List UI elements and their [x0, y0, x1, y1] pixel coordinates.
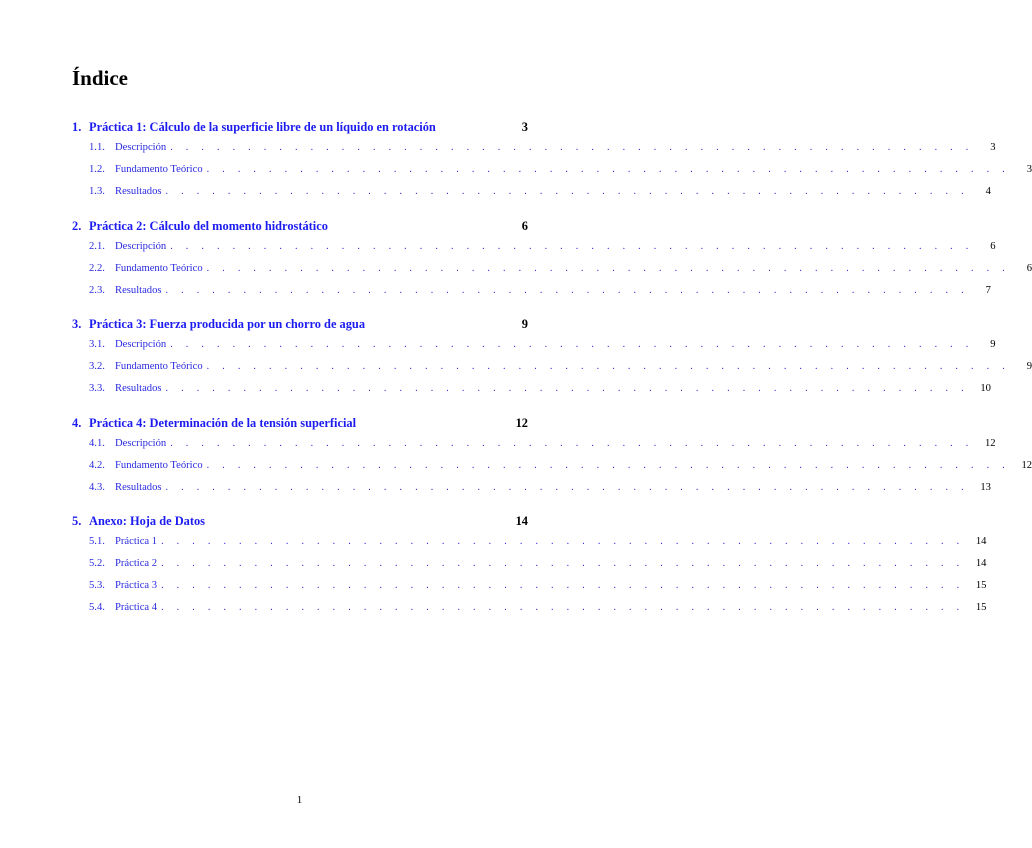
section-number: 5.: [72, 514, 82, 528]
subsection-page: 10: [980, 383, 991, 394]
subsection-number[interactable]: 1.1.: [89, 142, 105, 153]
toc-subsection-link-4-3[interactable]: [72, 481, 991, 504]
subsection-number[interactable]: 4.2.: [89, 459, 105, 471]
dot-leader: . . . . . . . . . . . . . . . . . . . . . . . . . . . . . . . . . . . . . . . . . . . . . . . . . . . .: [161, 580, 965, 591]
dot-leader: . . . . . . . . . . . . . . . . . . . . . . . . . . . . . . . . . . . . . . . . . . . . . . . . . . . .: [206, 262, 1011, 274]
subsection-page: 7: [985, 284, 991, 296]
toc-subsection-link-4-1[interactable]: [72, 437, 996, 460]
section-number: 4.: [72, 415, 82, 430]
dot-leader: . . . . . . . . . . . . . . . . . . . . . . . . . . . . . . . . . . . . . . . . . . . . . . . . . . . .: [206, 361, 1011, 372]
subsection-title[interactable]: Descripción: [115, 142, 167, 153]
subsection-title[interactable]: Fundamento Teórico: [115, 164, 203, 175]
subsection-title[interactable]: Fundamento Teórico: [115, 262, 203, 274]
section-title[interactable]: Práctica 3: Fuerza producida por un chorro de agua: [89, 317, 366, 331]
subsection-page: 9: [1026, 361, 1032, 372]
subsection-number[interactable]: 2.3.: [89, 284, 105, 296]
section-page: 9: [521, 317, 528, 331]
dot-leader: . . . . . . . . . . . . . . . . . . . . . . . . . . . . . . . . . . . . . . . . . . . . . . . . . . . .: [161, 536, 965, 547]
subsection-page: 12: [1021, 459, 1032, 471]
subsection-page: 15: [975, 602, 987, 613]
dot-leader: . . . . . . . . . . . . . . . . . . . . . . . . . . . . . . . . . . . . . . . . . . . . . . . . . . . .: [206, 459, 1011, 471]
dot-leader: . . . . . . . . . . . . . . . . . . . . . . . . . . . . . . . . . . . . . . . . . . . . . . . . . . . .: [165, 383, 969, 394]
section-page: 12: [515, 415, 528, 430]
section-title[interactable]: Práctica 1: Cálculo de la superficie libre de un líquido en rotación: [89, 120, 436, 134]
toc-subsection-link-1-3[interactable]: [72, 186, 991, 208]
subsection-title[interactable]: Práctica 2: [115, 558, 158, 569]
toc-title: Índice: [72, 66, 129, 90]
subsection-title[interactable]: Descripción: [115, 339, 167, 350]
subsection-number[interactable]: 5.4.: [89, 602, 105, 613]
subsection-number[interactable]: 3.1.: [89, 339, 105, 350]
toc-section-1: [72, 120, 1032, 208]
subsection-page: 6: [990, 240, 996, 252]
toc-section-5: [72, 514, 987, 624]
subsection-page: 6: [1026, 262, 1032, 274]
toc-subsection-link-5-2[interactable]: [72, 558, 987, 580]
subsection-page: 15: [975, 580, 987, 591]
subsection-title[interactable]: Práctica 4: [115, 602, 158, 613]
toc-section-link-3[interactable]: [72, 317, 528, 339]
toc-section-4: [72, 415, 1032, 504]
subsection-number[interactable]: 5.1.: [89, 536, 105, 547]
subsection-title[interactable]: Resultados: [115, 383, 162, 394]
subsection-title[interactable]: Resultados: [115, 186, 162, 197]
section-page: 14: [515, 514, 528, 528]
toc-section-link-5[interactable]: [72, 514, 528, 536]
subsection-title[interactable]: Descripción: [115, 240, 167, 252]
subsection-page: 12: [985, 437, 996, 449]
dot-leader: . . . . . . . . . . . . . . . . . . . . . . . . . . . . . . . . . . . . . . . . . . . . . . . . . . . .: [206, 164, 1011, 175]
dot-leader: . . . . . . . . . . . . . . . . . . . . . . . . . . . . . . . . . . . . . . . . . . . . . . . . . . . .: [170, 437, 974, 449]
toc-subsection-link-3-1[interactable]: [72, 339, 996, 361]
subsection-page: 14: [975, 536, 987, 547]
dot-leader: . . . . . . . . . . . . . . . . . . . . . . . . . . . . . . . . . . . . . . . . . . . . . . . . . . . .: [170, 339, 974, 350]
subsection-page: 13: [980, 481, 991, 493]
dot-leader: . . . . . . . . . . . . . . . . . . . . . . . . . . . . . . . . . . . . . . . . . . . . . . . . . . . .: [165, 284, 969, 296]
dot-leader: . . . . . . . . . . . . . . . . . . . . . . . . . . . . . . . . . . . . . . . . . . . . . . . . . . . .: [170, 240, 974, 252]
toc-subsection-link-5-3[interactable]: [72, 580, 987, 602]
subsection-number[interactable]: 2.1.: [89, 240, 105, 252]
subsection-number[interactable]: 5.2.: [89, 558, 105, 569]
subsection-title[interactable]: Fundamento Teórico: [115, 459, 203, 471]
dot-leader: . . . . . . . . . . . . . . . . . . . . . . . . . . . . . . . . . . . . . . . . . . . . . . . . . . . .: [161, 602, 965, 613]
toc-subsection-link-4-2[interactable]: [72, 459, 1032, 482]
toc-section-link-2[interactable]: [72, 219, 528, 241]
subsection-title[interactable]: Descripción: [115, 437, 167, 449]
subsection-number[interactable]: 4.3.: [89, 481, 105, 493]
table-of-contents: [72, 120, 1032, 635]
subsection-title[interactable]: Resultados: [115, 284, 162, 296]
section-number: 3.: [72, 317, 82, 331]
subsection-page: 4: [985, 186, 991, 197]
toc-section-2: [72, 218, 1032, 307]
toc-section-link-1[interactable]: [72, 120, 528, 142]
subsection-page: 9: [990, 339, 996, 350]
subsection-number[interactable]: 3.3.: [89, 383, 105, 394]
toc-subsection-link-5-1[interactable]: [72, 536, 987, 558]
subsection-number[interactable]: 5.3.: [89, 580, 105, 591]
toc-subsection-link-2-1[interactable]: [72, 240, 996, 263]
subsection-title[interactable]: Práctica 3: [115, 580, 158, 591]
subsection-number[interactable]: 4.1.: [89, 437, 105, 449]
subsection-title[interactable]: Fundamento Teórico: [115, 361, 203, 372]
subsection-number[interactable]: 1.3.: [89, 186, 105, 197]
section-number: 2.: [72, 218, 82, 233]
subsection-number[interactable]: 1.2.: [89, 164, 105, 175]
subsection-page: 14: [975, 558, 987, 569]
dot-leader: . . . . . . . . . . . . . . . . . . . . . . . . . . . . . . . . . . . . . . . . . . . . . . . . . . . .: [170, 142, 974, 153]
dot-leader: . . . . . . . . . . . . . . . . . . . . . . . . . . . . . . . . . . . . . . . . . . . . . . . . . . . .: [165, 186, 969, 197]
subsection-page: 3: [1026, 164, 1032, 175]
dot-leader: . . . . . . . . . . . . . . . . . . . . . . . . . . . . . . . . . . . . . . . . . . . . . . . . . . . .: [165, 481, 969, 493]
section-title[interactable]: Práctica 2: Cálculo del momento hidrostático: [89, 218, 328, 233]
section-page: 3: [521, 120, 528, 134]
section-page: 6: [521, 218, 528, 233]
dot-leader: . . . . . . . . . . . . . . . . . . . . . . . . . . . . . . . . . . . . . . . . . . . . . . . . . . . .: [161, 558, 965, 569]
toc-subsection-link-5-4[interactable]: [72, 602, 987, 624]
page-number: 1: [296, 794, 303, 806]
subsection-number[interactable]: 2.2.: [89, 262, 105, 274]
toc-section-3: [72, 317, 1032, 405]
subsection-title[interactable]: Resultados: [115, 481, 162, 493]
section-title[interactable]: Práctica 4: Determinación de la tensión superficial: [89, 415, 357, 430]
subsection-title[interactable]: Práctica 1: [115, 536, 158, 547]
section-title[interactable]: Anexo: Hoja de Datos: [89, 514, 205, 528]
section-number: 1.: [72, 120, 82, 134]
toc-subsection-link-2-3[interactable]: [72, 284, 991, 307]
subsection-number[interactable]: 3.2.: [89, 361, 105, 372]
toc-subsection-link-1-2[interactable]: [72, 164, 1032, 186]
toc-subsection-link-2-2[interactable]: [72, 262, 1032, 285]
subsection-page: 3: [990, 142, 996, 153]
toc-section-link-4[interactable]: [72, 416, 528, 438]
toc-subsection-link-3-2[interactable]: [72, 361, 1032, 383]
toc-subsection-link-1-1[interactable]: [72, 142, 996, 164]
toc-subsection-link-3-3[interactable]: [72, 383, 991, 405]
